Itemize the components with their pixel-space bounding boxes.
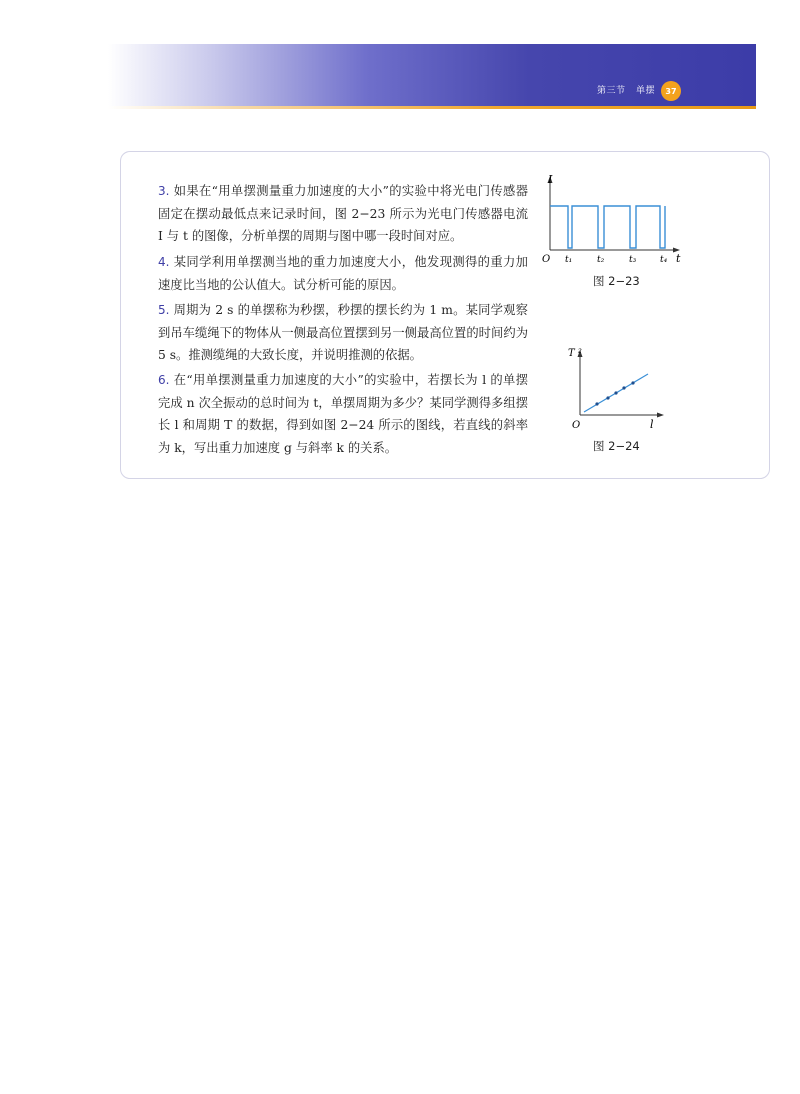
- data-point: [606, 396, 609, 399]
- tick-t1: t₁: [565, 255, 573, 265]
- tick-t2: t₂: [597, 255, 605, 265]
- header-band: [108, 44, 756, 106]
- x-axis-arrow: [657, 413, 664, 418]
- data-point: [614, 391, 617, 394]
- question-text: 某同学利用单摆测当地的重力加速度大小，他发现测得的重力加速度比当地的公认值大。试分析可能的原因。: [158, 255, 528, 292]
- question-text: 周期为 2 s 的单摆称为秒摆，秒摆的摆长约为 1 m。某同学观察到吊车缆绳下的物体从一侧最高位置摆到另一侧最高位置的时间约为 5 s。推测缆绳的大致长度，并说明推测的依据。: [158, 303, 528, 362]
- origin-label: O: [542, 254, 551, 265]
- data-point: [631, 381, 634, 384]
- question-number: 4.: [158, 255, 170, 269]
- section-label: 第三节: [597, 86, 626, 96]
- figure-2-23-caption: 图 2−23: [593, 274, 640, 288]
- page-number-badge: 37: [661, 81, 681, 101]
- question-text: 如果在“用单摆测量重力加速度的大小”的实验中将光电门传感器固定在摆动最低点来记录时间，图 2−23 所示为光电门传感器电流 I 与 t 的图像，分析单摆的周期与图中哪一段时间对应。: [158, 184, 528, 243]
- x-axis-label: t: [676, 252, 681, 265]
- question-4: [158, 251, 528, 296]
- question-3: [158, 180, 528, 248]
- y-axis-label: I: [548, 173, 553, 186]
- figure-2-24-t2-l-graph: [564, 342, 668, 434]
- question-number: 6.: [158, 373, 170, 387]
- current-signal-line: [550, 206, 665, 248]
- question-6: [158, 369, 528, 459]
- question-text: 在“用单摆测量重力加速度的大小”的实验中，若摆长为 l 的单摆完成 n 次全振动的总时间为 t，单摆周期为多少？某同学测得多组摆长 l 和周期 T 的数据，得到如图 2−24 所示的图线，若直线的斜率为 k，写出重力加速度 g 与斜率 k 的关系。: [158, 373, 528, 455]
- figure-2-23-current-graph: [538, 170, 690, 266]
- section-title: 单摆: [636, 86, 656, 96]
- x-axis-label: l: [650, 418, 654, 431]
- question-number: 3.: [158, 184, 170, 198]
- header-accent-line: [108, 106, 756, 109]
- figure-2-24-caption: 图 2−24: [593, 439, 640, 453]
- origin-label: O: [572, 420, 581, 431]
- question-5: [158, 299, 528, 367]
- tick-t3: t₃: [629, 255, 637, 265]
- data-point: [595, 402, 598, 405]
- tick-t4: t₄: [660, 255, 668, 265]
- data-point: [622, 386, 625, 389]
- question-number: 5.: [158, 303, 170, 317]
- y-axis-label: T ²: [568, 348, 582, 359]
